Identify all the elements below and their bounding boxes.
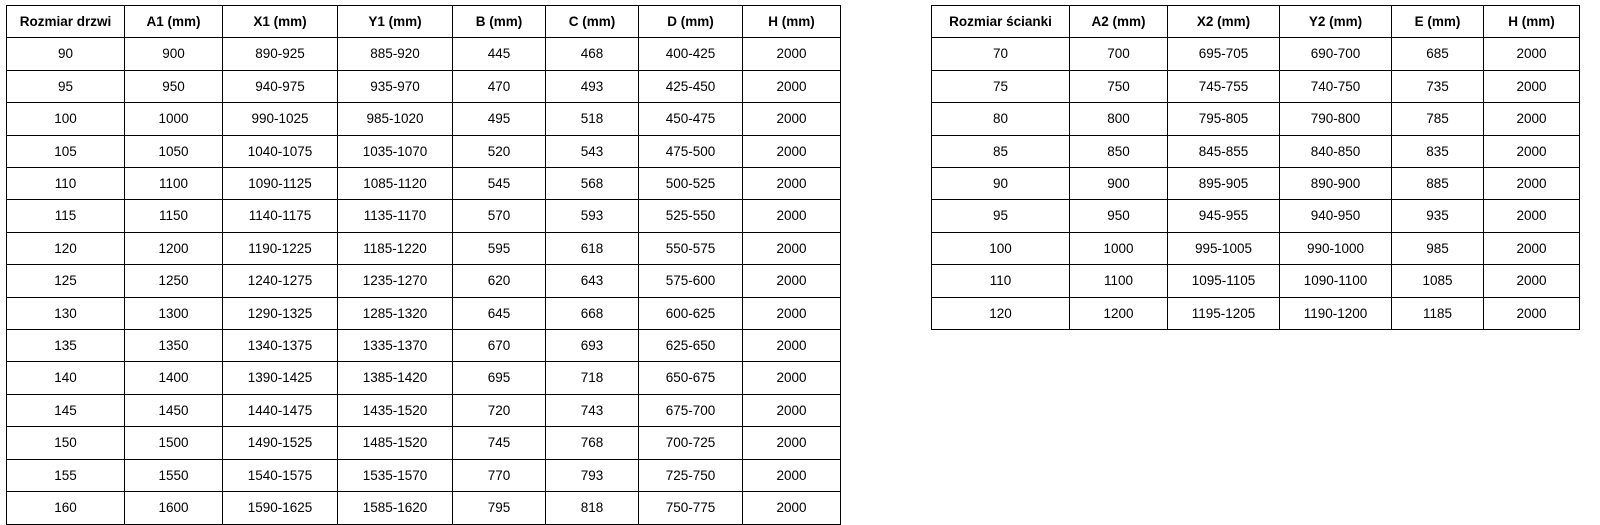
- table-cell: 1150: [125, 200, 223, 232]
- table-cell: 550-575: [639, 232, 743, 264]
- table-row: [7, 38, 841, 70]
- table-cell: 618: [546, 232, 639, 264]
- table-cell: 2000: [743, 492, 841, 524]
- column-header-c: C (mm): [546, 6, 639, 38]
- table-cell: 935: [1392, 200, 1484, 232]
- column-header-y2: Y2 (mm): [1280, 6, 1392, 38]
- table-cell: 940-950: [1280, 200, 1392, 232]
- table-cell: 90: [7, 38, 125, 70]
- table-cell: 985: [1392, 232, 1484, 264]
- table-row: [7, 232, 841, 264]
- table-cell: 150: [7, 427, 125, 459]
- table-cell: 795-805: [1168, 103, 1280, 135]
- table-cell: 790-800: [1280, 103, 1392, 135]
- table-cell: 2000: [1484, 200, 1580, 232]
- table-cell: 1250: [125, 265, 223, 297]
- table-cell: 645: [453, 297, 546, 329]
- table-cell: 793: [546, 459, 639, 491]
- table-cell: 90: [932, 168, 1070, 200]
- table-row: [7, 168, 841, 200]
- table-cell: 690-700: [1280, 38, 1392, 70]
- table-cell: 2000: [1484, 168, 1580, 200]
- table-cell: 700: [1070, 38, 1168, 70]
- table-header-row: [932, 6, 1580, 38]
- column-header-d: D (mm): [639, 6, 743, 38]
- table-cell: 1085: [1392, 265, 1484, 297]
- table-cell: 695-705: [1168, 38, 1280, 70]
- table-row: [7, 297, 841, 329]
- table-cell: 2000: [743, 394, 841, 426]
- table-cell: 155: [7, 459, 125, 491]
- table-cell: 100: [7, 103, 125, 135]
- table-cell: 768: [546, 427, 639, 459]
- table-cell: 990-1025: [223, 103, 338, 135]
- table-cell: 1090-1100: [1280, 265, 1392, 297]
- table-cell: 145: [7, 394, 125, 426]
- table-cell: 743: [546, 394, 639, 426]
- table-cell: 1335-1370: [338, 330, 453, 362]
- table-cell: 1095-1105: [1168, 265, 1280, 297]
- table-cell: 2000: [743, 459, 841, 491]
- table-cell: 700-725: [639, 427, 743, 459]
- table-cell: 940-975: [223, 70, 338, 102]
- table-cell: 125: [7, 265, 125, 297]
- table-cell: 1300: [125, 297, 223, 329]
- table-cell: 110: [932, 265, 1070, 297]
- table-cell: 1140-1175: [223, 200, 338, 232]
- table-cell: 2000: [743, 362, 841, 394]
- table-cell: 795: [453, 492, 546, 524]
- table-row: [7, 135, 841, 167]
- table-cell: 1600: [125, 492, 223, 524]
- table-row: [7, 265, 841, 297]
- table-cell: 718: [546, 362, 639, 394]
- table-row: [7, 103, 841, 135]
- table-cell: 1435-1520: [338, 394, 453, 426]
- table-cell: 2000: [743, 330, 841, 362]
- table-cell: 135: [7, 330, 125, 362]
- table-cell: 770: [453, 459, 546, 491]
- table-cell: 985-1020: [338, 103, 453, 135]
- table-cell: 750: [1070, 70, 1168, 102]
- table-cell: 80: [932, 103, 1070, 135]
- table-row: [7, 362, 841, 394]
- column-header-a1: A1 (mm): [125, 6, 223, 38]
- table-cell: 470: [453, 70, 546, 102]
- table-row: [932, 103, 1580, 135]
- table-cell: 445: [453, 38, 546, 70]
- table-cell: 1540-1575: [223, 459, 338, 491]
- column-header-b: B (mm): [453, 6, 546, 38]
- doors-table-body: [7, 38, 841, 524]
- walls-table-container: [931, 5, 1580, 330]
- table-cell: 493: [546, 70, 639, 102]
- table-cell: 675-700: [639, 394, 743, 426]
- table-cell: 695: [453, 362, 546, 394]
- table-row: [7, 459, 841, 491]
- table-cell: 818: [546, 492, 639, 524]
- table-cell: 650-675: [639, 362, 743, 394]
- table-cell: 1035-1070: [338, 135, 453, 167]
- table-cell: 2000: [743, 427, 841, 459]
- table-cell: 885: [1392, 168, 1484, 200]
- table-cell: 890-900: [1280, 168, 1392, 200]
- table-cell: 500-525: [639, 168, 743, 200]
- table-cell: 935-970: [338, 70, 453, 102]
- table-cell: 1400: [125, 362, 223, 394]
- table-cell: 1195-1205: [1168, 297, 1280, 329]
- table-cell: 2000: [743, 232, 841, 264]
- table-cell: 2000: [743, 265, 841, 297]
- table-cell: 725-750: [639, 459, 743, 491]
- table-row: [932, 135, 1580, 167]
- table-row: [7, 200, 841, 232]
- table-cell: 115: [7, 200, 125, 232]
- table-cell: 2000: [1484, 38, 1580, 70]
- table-cell: 1000: [1070, 232, 1168, 264]
- doors-table-header: [7, 6, 841, 38]
- table-cell: 120: [932, 297, 1070, 329]
- table-cell: 1285-1320: [338, 297, 453, 329]
- table-cell: 950: [125, 70, 223, 102]
- table-row: [7, 330, 841, 362]
- column-header-rozmiar-drzwi: Rozmiar drzwi: [7, 6, 125, 38]
- table-cell: 2000: [743, 168, 841, 200]
- table-cell: 840-850: [1280, 135, 1392, 167]
- table-cell: 545: [453, 168, 546, 200]
- table-cell: 785: [1392, 103, 1484, 135]
- table-cell: 70: [932, 38, 1070, 70]
- column-header-rozmiar-scianki: Rozmiar ścianki: [932, 6, 1070, 38]
- table-row: [932, 265, 1580, 297]
- table-cell: 1535-1570: [338, 459, 453, 491]
- table-cell: 1235-1270: [338, 265, 453, 297]
- table-cell: 525-550: [639, 200, 743, 232]
- walls-table-header: [932, 6, 1580, 38]
- table-cell: 475-500: [639, 135, 743, 167]
- table-cell: 668: [546, 297, 639, 329]
- table-cell: 850: [1070, 135, 1168, 167]
- table-cell: 2000: [743, 103, 841, 135]
- table-cell: 2000: [743, 135, 841, 167]
- table-cell: 750-775: [639, 492, 743, 524]
- table-cell: 1350: [125, 330, 223, 362]
- table-cell: 568: [546, 168, 639, 200]
- table-cell: 835: [1392, 135, 1484, 167]
- walls-table-body: [932, 38, 1580, 330]
- table-cell: 120: [7, 232, 125, 264]
- table-cell: 1240-1275: [223, 265, 338, 297]
- table-cell: 735: [1392, 70, 1484, 102]
- table-cell: 1590-1625: [223, 492, 338, 524]
- table-cell: 570: [453, 200, 546, 232]
- table-cell: 1440-1475: [223, 394, 338, 426]
- table-cell: 620: [453, 265, 546, 297]
- table-cell: 995-1005: [1168, 232, 1280, 264]
- doors-table-container: [6, 5, 841, 525]
- table-row: [7, 492, 841, 524]
- table-cell: 1135-1170: [338, 200, 453, 232]
- table-row: [932, 168, 1580, 200]
- table-cell: 520: [453, 135, 546, 167]
- table-cell: 670: [453, 330, 546, 362]
- table-cell: 890-925: [223, 38, 338, 70]
- column-header-h: H (mm): [1484, 6, 1580, 38]
- table-cell: 140: [7, 362, 125, 394]
- table-cell: 2000: [743, 200, 841, 232]
- table-cell: 2000: [1484, 135, 1580, 167]
- table-header-row: [7, 6, 841, 38]
- table-cell: 600-625: [639, 297, 743, 329]
- table-row: [932, 200, 1580, 232]
- table-cell: 518: [546, 103, 639, 135]
- table-cell: 595: [453, 232, 546, 264]
- table-row: [7, 427, 841, 459]
- table-cell: 2000: [1484, 265, 1580, 297]
- table-cell: 425-450: [639, 70, 743, 102]
- table-cell: 75: [932, 70, 1070, 102]
- table-cell: 468: [546, 38, 639, 70]
- table-cell: 1490-1525: [223, 427, 338, 459]
- table-cell: 2000: [743, 38, 841, 70]
- table-cell: 2000: [1484, 232, 1580, 264]
- table-cell: 1200: [1070, 297, 1168, 329]
- table-cell: 900: [1070, 168, 1168, 200]
- table-cell: 495: [453, 103, 546, 135]
- column-header-e: E (mm): [1392, 6, 1484, 38]
- table-cell: 400-425: [639, 38, 743, 70]
- column-header-h: H (mm): [743, 6, 841, 38]
- table-cell: 2000: [743, 297, 841, 329]
- table-cell: 1000: [125, 103, 223, 135]
- table-cell: 745: [453, 427, 546, 459]
- table-cell: 105: [7, 135, 125, 167]
- table-row: [7, 70, 841, 102]
- table-cell: 1185: [1392, 297, 1484, 329]
- table-cell: 85: [932, 135, 1070, 167]
- column-header-x1: X1 (mm): [223, 6, 338, 38]
- table-cell: 1550: [125, 459, 223, 491]
- table-cell: 2000: [1484, 297, 1580, 329]
- table-cell: 1085-1120: [338, 168, 453, 200]
- column-header-y1: Y1 (mm): [338, 6, 453, 38]
- table-row: [932, 70, 1580, 102]
- table-cell: 2000: [743, 70, 841, 102]
- table-cell: 2000: [1484, 103, 1580, 135]
- table-cell: 900: [125, 38, 223, 70]
- table-cell: 945-955: [1168, 200, 1280, 232]
- table-cell: 800: [1070, 103, 1168, 135]
- table-cell: 990-1000: [1280, 232, 1392, 264]
- table-cell: 885-920: [338, 38, 453, 70]
- table-cell: 593: [546, 200, 639, 232]
- table-cell: 740-750: [1280, 70, 1392, 102]
- table-cell: 1450: [125, 394, 223, 426]
- table-cell: 95: [932, 200, 1070, 232]
- table-cell: 845-855: [1168, 135, 1280, 167]
- table-cell: 1290-1325: [223, 297, 338, 329]
- table-cell: 745-755: [1168, 70, 1280, 102]
- table-cell: 110: [7, 168, 125, 200]
- table-cell: 450-475: [639, 103, 743, 135]
- table-cell: 575-600: [639, 265, 743, 297]
- doors-dimensions-table: [6, 5, 841, 525]
- table-cell: 1100: [125, 168, 223, 200]
- table-cell: 1100: [1070, 265, 1168, 297]
- table-cell: 95: [7, 70, 125, 102]
- table-cell: 720: [453, 394, 546, 426]
- table-cell: 625-650: [639, 330, 743, 362]
- table-cell: 1385-1420: [338, 362, 453, 394]
- table-cell: 643: [546, 265, 639, 297]
- table-cell: 1585-1620: [338, 492, 453, 524]
- table-cell: 543: [546, 135, 639, 167]
- table-row: [932, 38, 1580, 70]
- table-cell: 1200: [125, 232, 223, 264]
- table-cell: 1090-1125: [223, 168, 338, 200]
- table-cell: 1185-1220: [338, 232, 453, 264]
- table-cell: 1340-1375: [223, 330, 338, 362]
- table-cell: 693: [546, 330, 639, 362]
- table-cell: 1050: [125, 135, 223, 167]
- table-cell: 1390-1425: [223, 362, 338, 394]
- table-cell: 2000: [1484, 70, 1580, 102]
- table-cell: 950: [1070, 200, 1168, 232]
- column-header-a2: A2 (mm): [1070, 6, 1168, 38]
- walls-dimensions-table: [931, 5, 1580, 330]
- table-cell: 100: [932, 232, 1070, 264]
- table-cell: 685: [1392, 38, 1484, 70]
- table-cell: 1485-1520: [338, 427, 453, 459]
- table-cell: 1040-1075: [223, 135, 338, 167]
- table-row: [932, 297, 1580, 329]
- table-row: [932, 232, 1580, 264]
- table-cell: 130: [7, 297, 125, 329]
- table-cell: 1500: [125, 427, 223, 459]
- table-cell: 160: [7, 492, 125, 524]
- table-cell: 1190-1200: [1280, 297, 1392, 329]
- table-cell: 895-905: [1168, 168, 1280, 200]
- column-header-x2: X2 (mm): [1168, 6, 1280, 38]
- table-cell: 1190-1225: [223, 232, 338, 264]
- table-row: [7, 394, 841, 426]
